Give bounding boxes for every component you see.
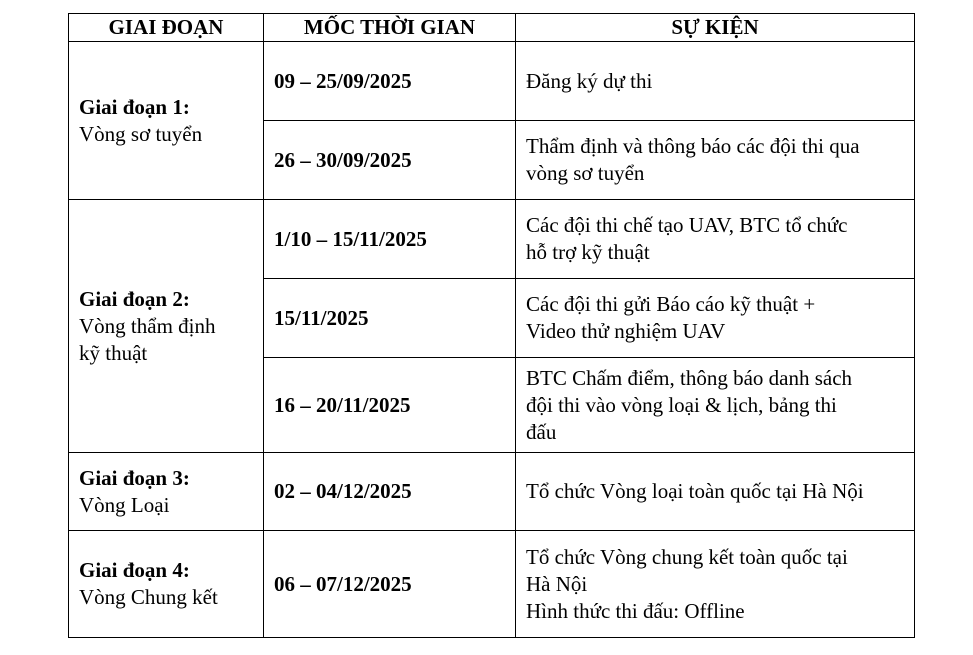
table-row xyxy=(69,42,915,121)
stage-cell-1 xyxy=(69,42,264,200)
schedule-table xyxy=(68,13,915,638)
date-cell: 26 – 30/09/2025 xyxy=(264,121,516,200)
event-cell xyxy=(516,279,915,358)
stage-name-line: kỹ thuật xyxy=(79,340,148,365)
date-cell: 02 – 04/12/2025 xyxy=(264,453,516,531)
stage-name: Vòng Loại xyxy=(79,492,170,517)
event-cell xyxy=(516,358,915,453)
stage-title: Giai đoạn 3: xyxy=(79,465,190,490)
event-cell xyxy=(516,531,915,638)
header-stage: GIAI ĐOẠN xyxy=(69,14,264,42)
header-event: SỰ KIỆN xyxy=(516,14,915,42)
stage-cell-2 xyxy=(69,200,264,453)
header-time: MỐC THỜI GIAN xyxy=(264,14,516,42)
event-line: Hà Nội xyxy=(526,571,588,596)
event-line: Video thử nghiệm UAV xyxy=(526,319,726,343)
table-row xyxy=(69,200,915,279)
table-row xyxy=(69,531,915,638)
stage-name-line: Vòng thẩm định xyxy=(79,313,216,338)
date-cell: 09 – 25/09/2025 xyxy=(264,42,516,121)
stage-name: Vòng Chung kết xyxy=(79,585,218,609)
event-cell xyxy=(516,121,915,200)
event-line: Đăng ký dự thi xyxy=(526,68,653,93)
event-line: Tổ chức Vòng chung kết toàn quốc tại xyxy=(526,544,848,569)
event-line: Hình thức thi đấu: Offline xyxy=(526,598,745,623)
event-line: đấu xyxy=(526,419,557,444)
event-line: Tổ chức Vòng loại toàn quốc tại Hà Nội xyxy=(526,479,864,503)
event-line: BTC Chấm điểm, thông báo danh sách xyxy=(526,365,853,390)
date-cell: 06 – 07/12/2025 xyxy=(264,531,516,638)
header-row xyxy=(69,14,915,42)
event-cell xyxy=(516,453,915,531)
event-cell xyxy=(516,200,915,279)
event-line: Thẩm định và thông báo các đội thi qua xyxy=(526,134,860,158)
stage-cell-4 xyxy=(69,531,264,638)
event-cell xyxy=(516,42,915,121)
stage-title: Giai đoạn 4: xyxy=(79,558,190,582)
table-row xyxy=(69,453,915,531)
event-line: Các đội thi gửi Báo cáo kỹ thuật + xyxy=(526,292,816,316)
table-header xyxy=(69,14,915,42)
stage-name: Vòng sơ tuyển xyxy=(79,121,203,146)
date-cell: 1/10 – 15/11/2025 xyxy=(264,200,516,279)
event-line: Các đội thi chế tạo UAV, BTC tổ chức xyxy=(526,213,848,237)
event-line: vòng sơ tuyển xyxy=(526,161,645,185)
event-line: hỗ trợ kỹ thuật xyxy=(526,240,650,264)
event-line: đội thi vào vòng loại & lịch, bảng thi xyxy=(526,392,837,417)
stage-title: Giai đoạn 2: xyxy=(79,286,190,311)
date-cell: 15/11/2025 xyxy=(264,279,516,358)
stage-cell-3 xyxy=(69,453,264,531)
stage-title: Giai đoạn 1: xyxy=(79,94,190,119)
date-cell: 16 – 20/11/2025 xyxy=(264,358,516,453)
